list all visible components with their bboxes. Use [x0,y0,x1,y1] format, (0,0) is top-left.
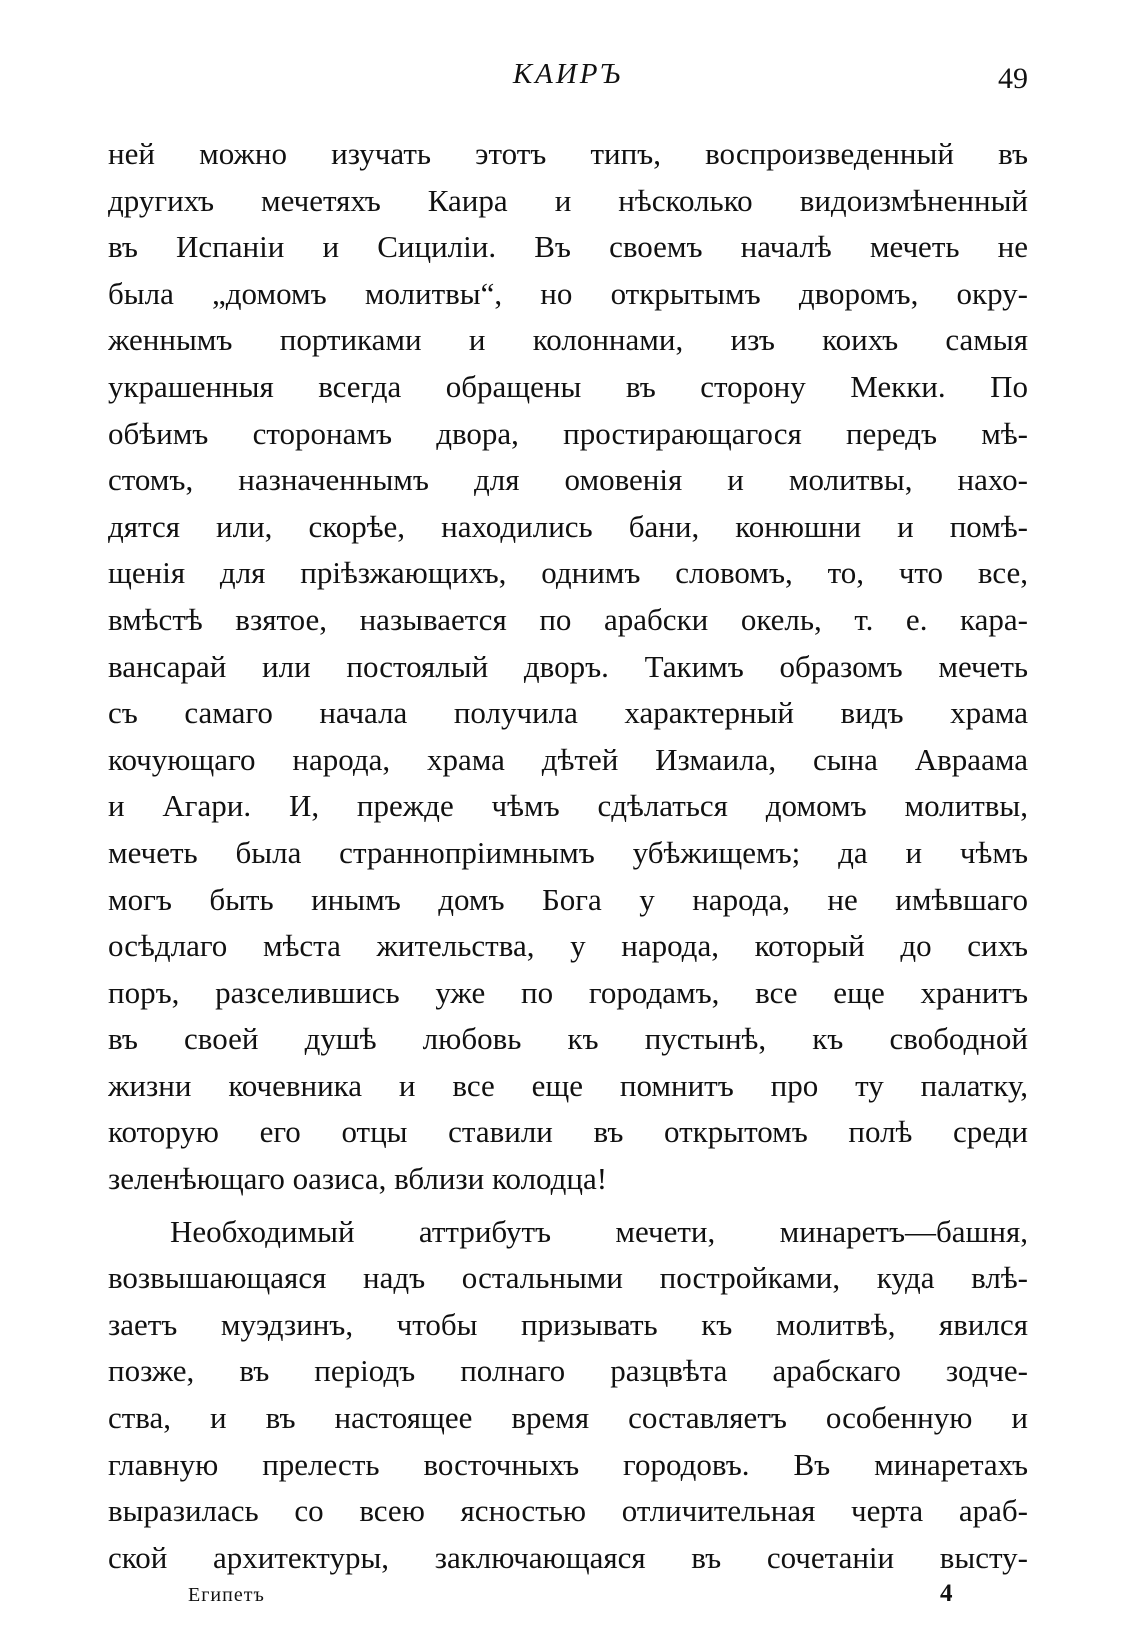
paragraph-1 [108,131,1028,1203]
text-line: стомъ, назначеннымъ для омовенія и молитвы, нахо- [108,462,1028,498]
text-line: ства, и въ настоящее время составляетъ особенную и [108,1400,1028,1436]
page-footer [108,1580,1028,1618]
body-text [108,131,1028,1581]
text-line: въ Испаніи и Сициліи. Въ своемъ началѣ мечеть не [108,229,1028,265]
running-head [108,58,1028,102]
text-line: щенія для пріѣзжающихъ, однимъ словомъ, то, что все, [108,555,1028,591]
running-head-title: КАИРЪ [512,58,624,90]
sheet-number: 4 [940,1580,953,1607]
text-line: зеленѣющаго оазиса, вблизи колодца! [108,1161,608,1197]
text-line: мечеть была страннопріимнымъ убѣжищемъ; да и чѣмъ [108,834,1028,870]
text-line: съ самаго начала получила характерный видъ храма [108,695,1028,731]
text-line: кочующаго народа, храма дѣтей Измаила, сына Авраама [108,741,1028,777]
paragraph-2 [108,1209,1028,1582]
text-line: могъ быть инымъ домъ Бога у народа, не имѣвшаго [108,881,1028,917]
text-line: была „домомъ молитвы“, но открытымъ дворомъ, окру- [108,275,1028,311]
text-line: вансарай или постоялый дворъ. Такимъ образомъ мечеть [108,648,1028,684]
text-line: выразилась со всею ясностью отличительная черта араб- [108,1493,1028,1529]
text-line: вмѣстѣ взятое, называется по арабски окель, т. е. кара- [108,601,1028,637]
text-line: позже, въ періодъ полнаго разцвѣта арабскаго зодче- [108,1353,1028,1389]
text-line: поръ, разселившись уже по городамъ, все еще хранитъ [108,974,1028,1010]
text-line: Необходимый аттрибутъ мечети, минаретъ—башня, [170,1213,1028,1249]
text-line: которую его отцы ставили въ открытомъ полѣ среди [108,1114,1028,1150]
text-line: дятся или, скорѣе, находились бани, конюшни и помѣ- [108,508,1028,544]
text-line: возвышающаяся надъ остальными постройками, куда влѣ- [108,1260,1028,1296]
text-line: жизни кочевника и все еще помнитъ про ту палатку, [108,1067,1028,1103]
text-line: украшенныя всегда обращены въ сторону Мекки. По [108,368,1028,404]
text-line: другихъ мечетяхъ Каира и нѣсколько видоизмѣненный [108,182,1028,218]
text-line: ской архитектуры, заключающаяся въ сочетаніи высту- [108,1539,1028,1575]
text-line: ней можно изучать этотъ типъ, воспроизведенный въ [108,136,1028,171]
text-line: осѣдлаго мѣста жительства, у народа, который до сихъ [108,928,1028,964]
text-line: обѣимъ сторонамъ двора, простирающагося передъ мѣ- [108,415,1028,451]
text-line: женнымъ портиками и колоннами, изъ коихъ самыя [108,322,1028,358]
text-line: въ своей душѣ любовь къ пустынѣ, къ свободной [108,1021,1028,1057]
printer-signature: Египетъ [188,1584,265,1606]
text-line: заетъ муэдзинъ, чтобы призывать къ молитвѣ, явился [108,1306,1028,1342]
page-number: 49 [998,62,1028,95]
text-line: главную прелесть восточныхъ городовъ. Въ минаретахъ [108,1446,1028,1482]
text-line: и Агари. И, прежде чѣмъ сдѣлаться домомъ молитвы, [108,788,1028,824]
